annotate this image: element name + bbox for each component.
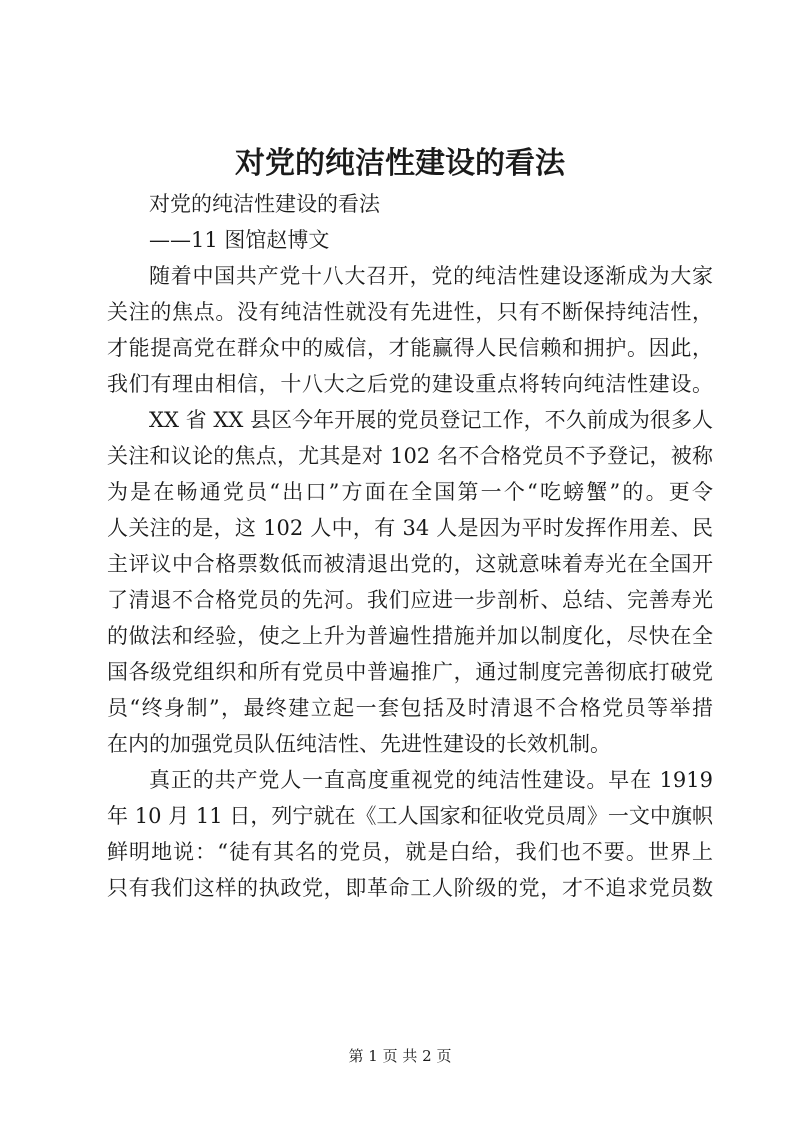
document-body bbox=[107, 186, 713, 906]
text-line: 随着中国共产党十八大召开，党的纯洁性建设逐渐成为大家 bbox=[149, 264, 713, 288]
text-line: 了清退不合格党员的先河。我们应进一步剖析、总结、完善寿光 bbox=[107, 588, 713, 612]
text-line: 的做法和经验，使之上升为普遍性措施并加以制度化，尽快在全 bbox=[107, 624, 713, 648]
text-line: 年 10 月 11 日，列宁就在《工人国家和征收党员周》一文中旗帜 bbox=[107, 804, 713, 828]
page-number-footer: 第 1 页 共 2 页 bbox=[348, 1047, 452, 1065]
text-line: 国各级党组织和所有党员中普遍推广，通过制度完善彻底打破党 bbox=[107, 660, 713, 684]
text-line: 真正的共产党人一直高度重视党的纯洁性建设。早在 1919 bbox=[149, 768, 713, 792]
text-line: 主评议中合格票数低而被清退出党的，这就意味着寿光在全国开 bbox=[107, 552, 713, 576]
text-line: 人关注的是，这 102 人中，有 34 人是因为平时发挥作用差、民 bbox=[107, 516, 713, 540]
text-line: 关注的焦点。没有纯洁性就没有先进性，只有不断保持纯洁性， bbox=[107, 300, 713, 324]
text-line: 才能提高党在群众中的威信，才能赢得人民信赖和拥护。因此， bbox=[107, 336, 713, 360]
text-line: 在内的加强党员队伍纯洁性、先进性建设的长效机制。 bbox=[107, 732, 611, 756]
document-title: 对党的纯洁性建设的看法 bbox=[235, 146, 565, 181]
text-line: 为是在畅通党员“出口”方面在全国第一个“吃螃蟹”的。更令 bbox=[107, 480, 713, 504]
text-line: 鲜明地说：“徒有其名的党员，就是白给，我们也不要。世界上 bbox=[107, 840, 713, 864]
text-line: 对党的纯洁性建设的看法 bbox=[149, 192, 380, 216]
text-line: 员“终身制”，最终建立起一套包括及时清退不合格党员等举措 bbox=[107, 696, 713, 720]
text-line: 只有我们这样的执政党，即革命工人阶级的党，才不追求党员数 bbox=[107, 876, 713, 900]
text-line: XX 省 XX 县区今年开展的党员登记工作，不久前成为很多人 bbox=[149, 408, 713, 432]
text-line: ——11 图馆赵博文 bbox=[149, 228, 330, 252]
text-line: 关注和议论的焦点，尤其是对 102 名不合格党员不予登记，被称 bbox=[107, 444, 713, 468]
text-line: 我们有理由相信，十八大之后党的建设重点将转向纯洁性建设。 bbox=[107, 372, 713, 396]
